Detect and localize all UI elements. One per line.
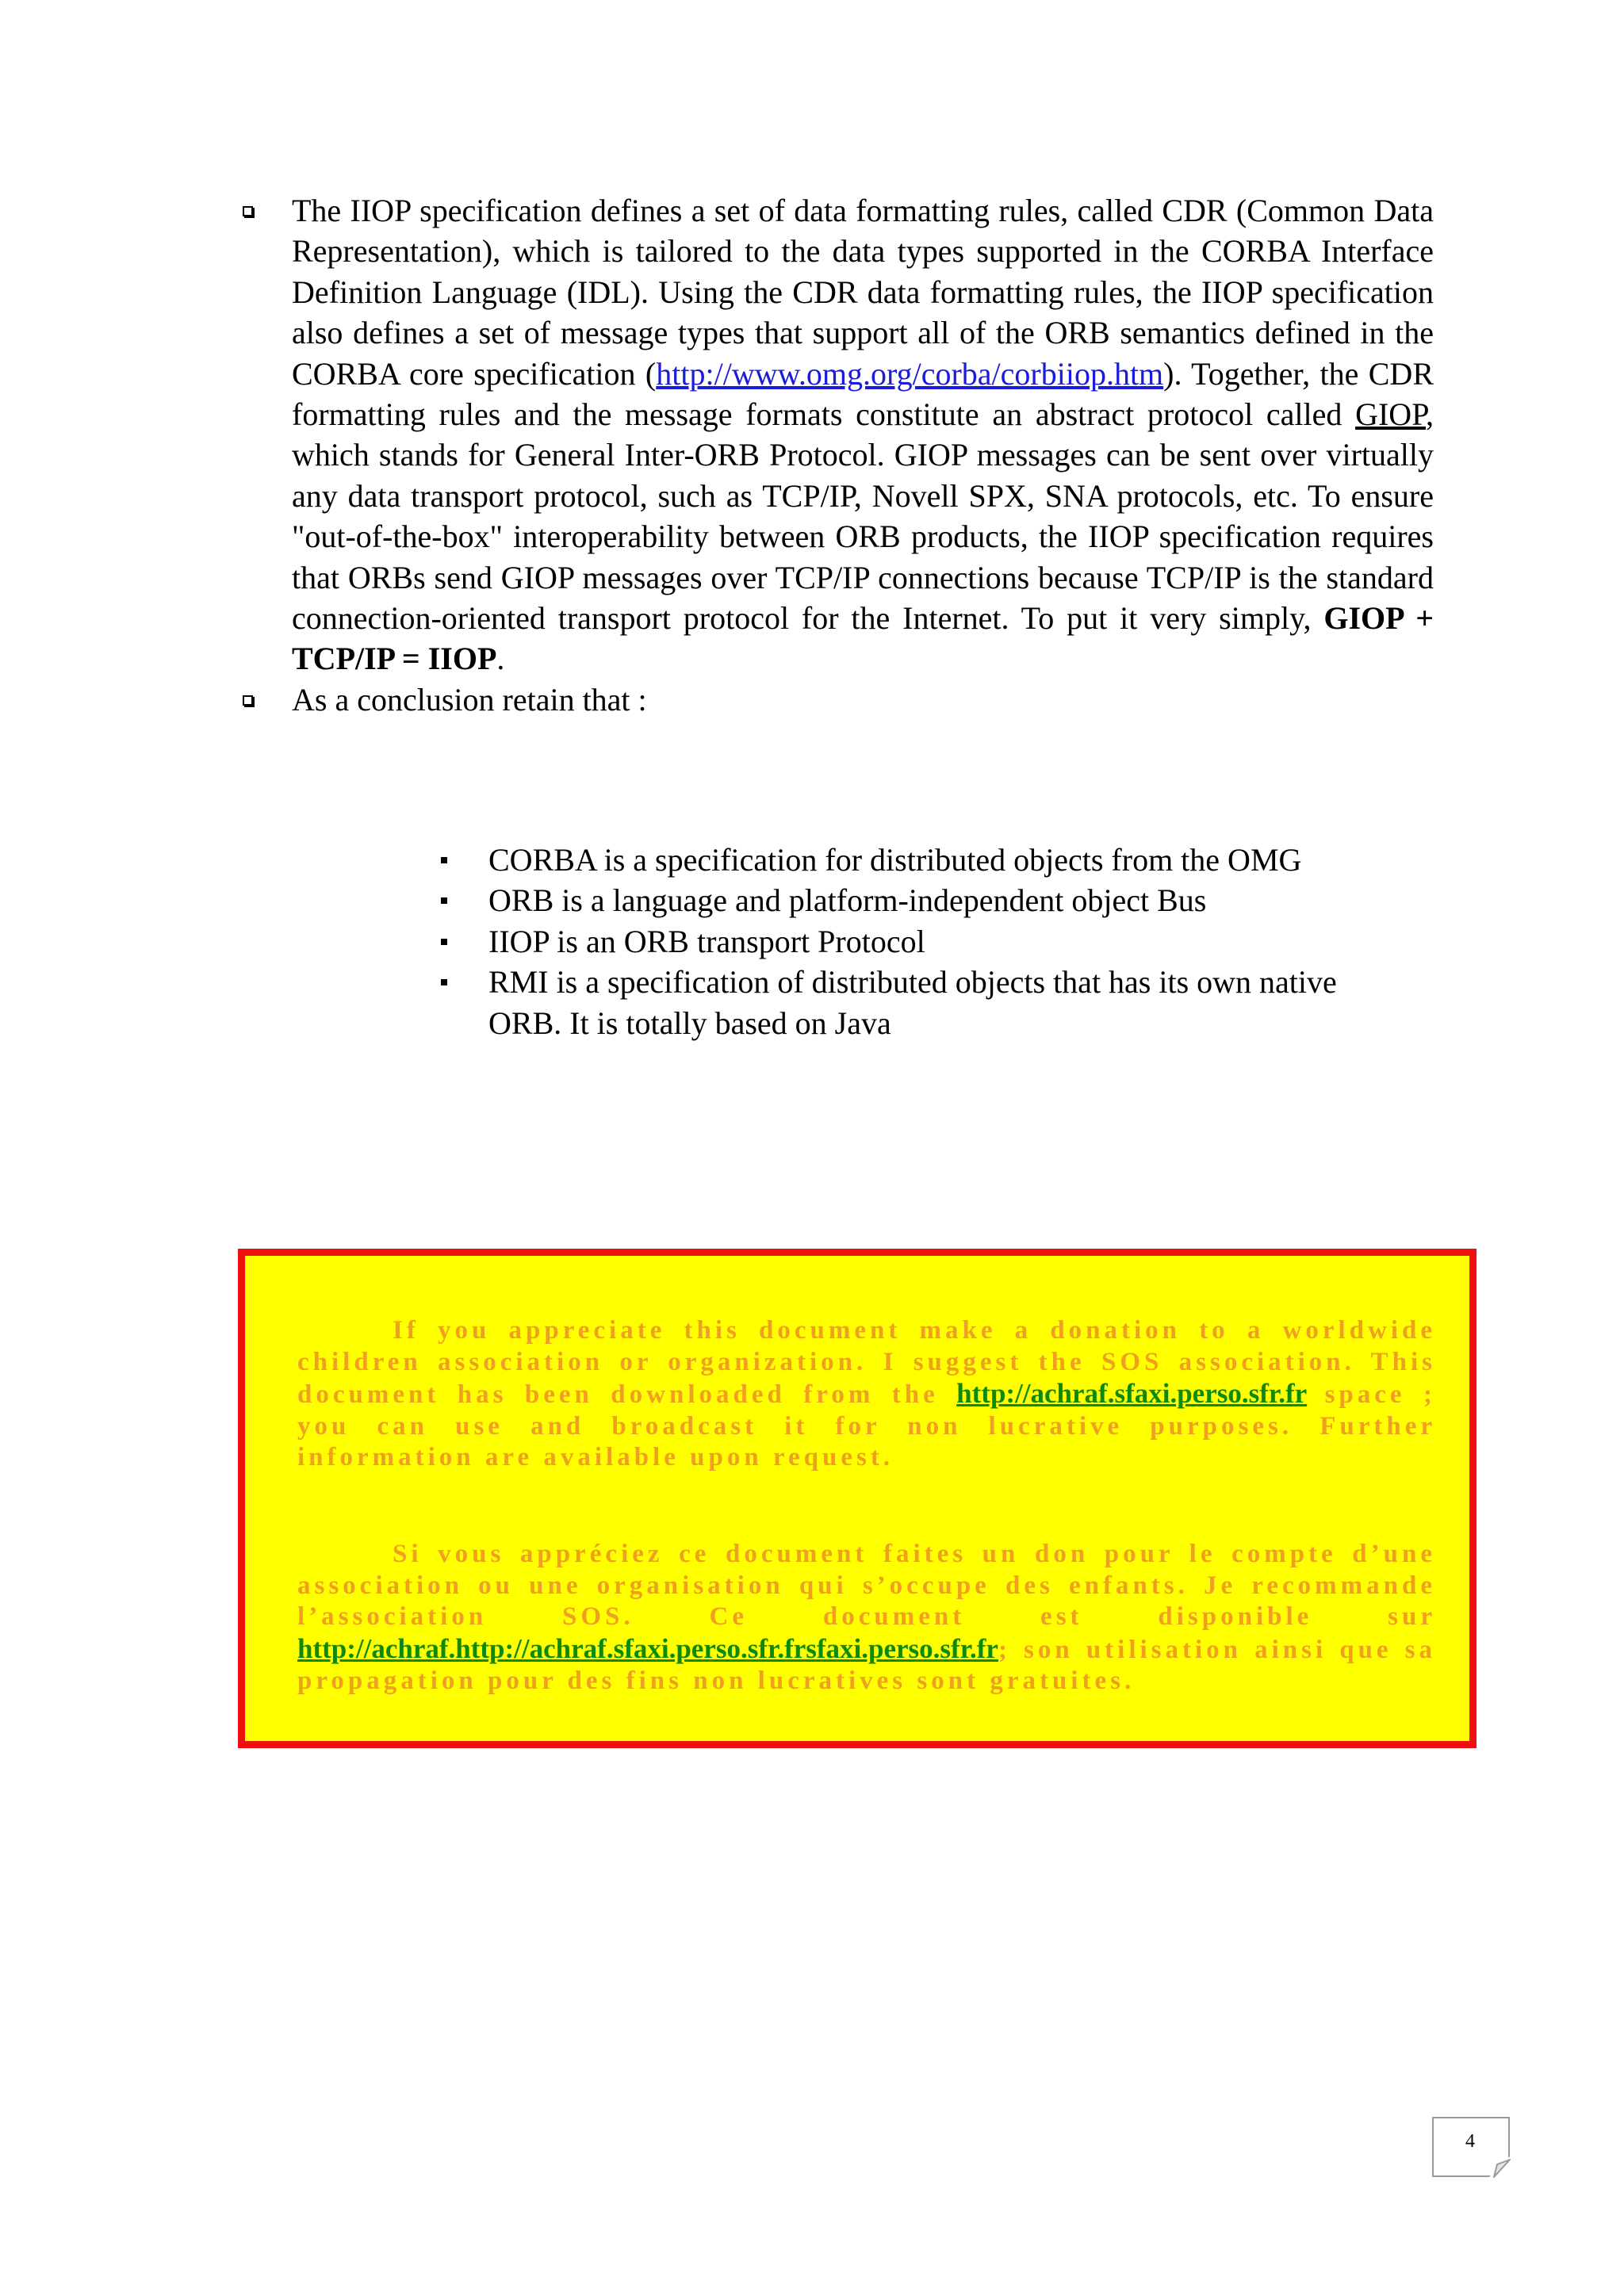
- page-curl-icon: [1489, 2156, 1511, 2179]
- omg-corba-link[interactable]: http://www.omg.org/corba/corbiiop.htm: [656, 355, 1164, 392]
- author-site-link[interactable]: http://achraf.sfaxi.perso.sfr.fr: [956, 1378, 1308, 1409]
- author-site-link-french[interactable]: http://achraf.http://achraf.sfaxi.perso.sfr.frsfaxi.perso.sfr.fr: [297, 1632, 998, 1664]
- list-item-text: CORBA is a specification for distributed objects from the OMG: [488, 842, 1302, 878]
- list-item-text: RMI is a specification of distributed objects that has its own native ORB. It is totally based on Java: [488, 964, 1337, 1041]
- paragraph-text: .: [496, 641, 505, 677]
- paragraph-text: ). Together, the CDR formatting rules and the message formats constitute an abstract protocol called: [292, 355, 1434, 433]
- small-square-bullet-icon: [441, 939, 447, 945]
- page-number-frame-edge: [1508, 2117, 1510, 2160]
- page-number-frame-edge: [1432, 2175, 1492, 2177]
- paragraph-text: , which stands for General Inter-ORB Protocol. GIOP messages can be sent over virtually any data transport protocol, such as TCP/IP, Novell SPX, SNA protocols, etc. To ensure "out-of-the-box" interoperability between ORB products, the IIOP specification requires that ORBs send GIOP messages over TCP/IP connections because TCP/IP is the standard connection-oriented transport protocol for the Internet. To put it very simply,: [292, 396, 1434, 637]
- donation-text: If you appreciate this document make a donation to a worldwide children association or organization. I suggest the SOS association. This document has been downloaded from the: [297, 1316, 1436, 1409]
- small-square-bullet-icon: [441, 979, 447, 985]
- page-number: 4: [1465, 2131, 1475, 2152]
- donation-text-french: [297, 1539, 1436, 1697]
- square-bullet-icon: [243, 206, 253, 216]
- paragraph-text: The IIOP specification defines a set of data formatting rules, called CDR (Common Data Representation), which is tailored to the data types supported in the CORBA Interface Definition Language (IDL). Using the CDR data formatting rules, the IIOP specification also defines a set of message types that support all of the ORB semantics defined in the CORBA core specification (: [292, 193, 1434, 392]
- square-bullet-icon: [243, 695, 253, 706]
- giop-term: GIOP: [1355, 396, 1426, 433]
- list-item-text: IIOP is an ORB transport Protocol: [488, 923, 925, 959]
- main-bullet-list: [238, 190, 1434, 720]
- list-item-iiop-spec: [238, 190, 1434, 679]
- list-item: [441, 962, 1392, 1043]
- list-item: [441, 880, 1392, 920]
- list-item: [441, 921, 1392, 962]
- list-item-text: ORB is a language and platform-independent object Bus: [488, 882, 1207, 919]
- donation-text: Si vous appréciez ce document faites un don pour le compte d’une association ou une organisation qui s’occupe des enfants. Je recommande l’association SOS. Ce document est disponible sur: [297, 1540, 1436, 1631]
- conclusion-list: [441, 840, 1392, 1043]
- small-square-bullet-icon: [441, 857, 447, 863]
- small-square-bullet-icon: [441, 897, 447, 904]
- donation-notice-box: [238, 1249, 1477, 1748]
- conclusion-heading: As a conclusion retain that :: [292, 681, 647, 718]
- list-item-conclusion: [238, 679, 1434, 720]
- list-item: [441, 840, 1392, 880]
- donation-text: ; son utilisation ainsi que sa propagation pour des fins non lucratives sont gratuites.: [297, 1635, 1436, 1695]
- donation-text: space ; you can use and broadcast it for non lucrative purposes. Further information are available upon request.: [297, 1380, 1436, 1471]
- giop-equation: GIOP + TCP/IP = IIOP: [292, 600, 1434, 677]
- donation-text-english: [297, 1315, 1436, 1474]
